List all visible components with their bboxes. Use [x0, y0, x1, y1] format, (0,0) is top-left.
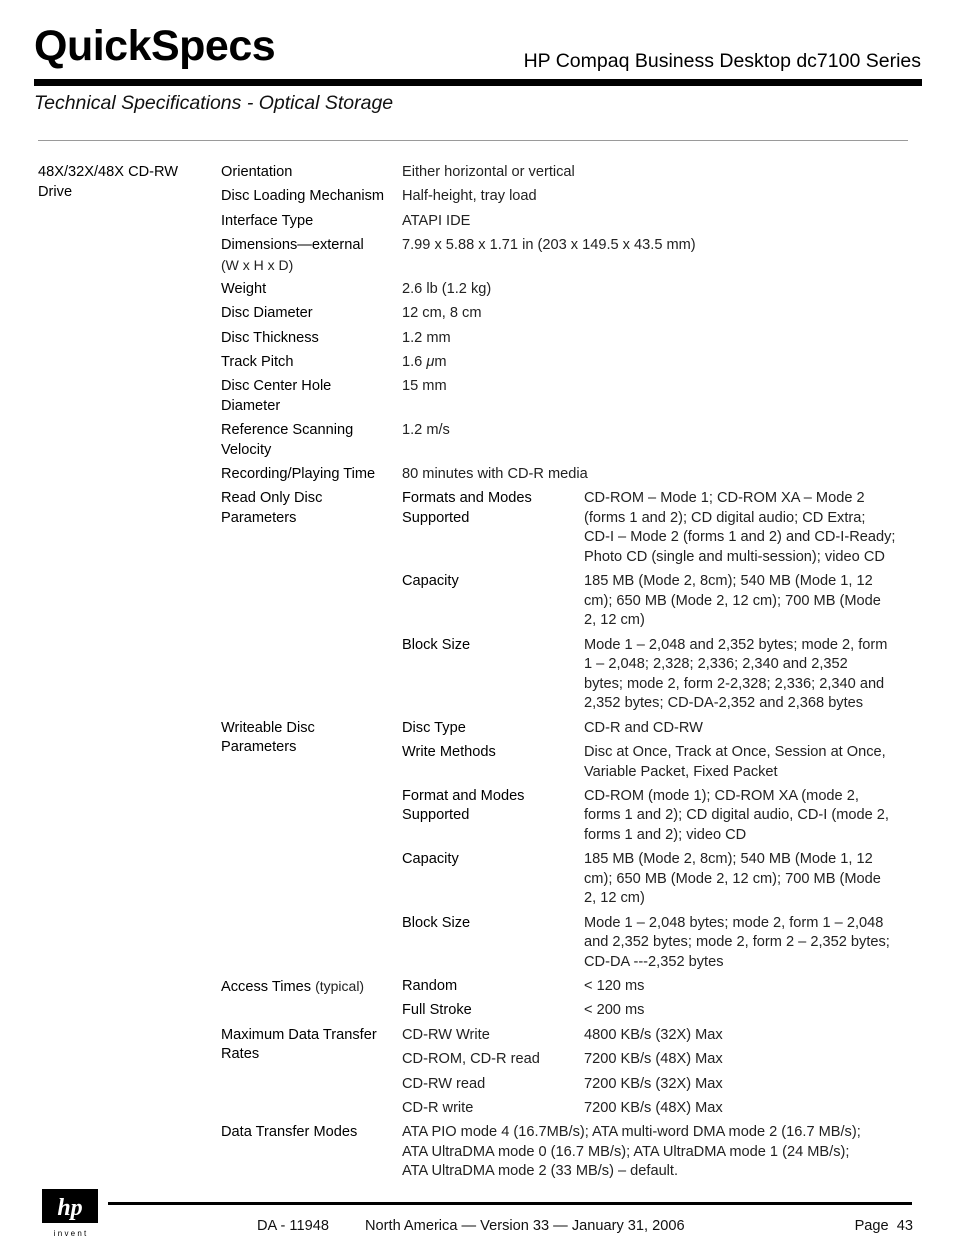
ro-formats-line: Photo CD (single and multi-session); video CD [584, 549, 885, 565]
ro-formats-line: (forms 1 and 2); CD digital audio; CD Extra; [584, 510, 866, 526]
hp-logo [40, 1188, 100, 1236]
drive-title-line2: Drive [38, 184, 73, 200]
footer-rule [108, 1202, 912, 1205]
diameter-value: 12 cm, 8 cm [402, 305, 482, 321]
hp-logo-text: hp [57, 1195, 83, 1221]
w-formats-line: forms 1 and 2); video CD [584, 827, 747, 843]
page-label: Page [854, 1218, 889, 1234]
page-num: 43 [896, 1218, 913, 1234]
ro-block-label: Block Size [402, 637, 471, 653]
recording-label: Recording/Playing Time [221, 466, 376, 482]
access-full-label: Full Stroke [402, 1002, 472, 1018]
ro-block-line: 2,352 bytes; CD-DA-2,352 and 2,368 bytes [584, 695, 864, 711]
rate-mode: CD-R write [402, 1100, 474, 1116]
rates-label-line2: Rates [221, 1046, 260, 1062]
read-only-label-line1: Read Only Disc [221, 490, 323, 506]
hp-logo-tagline: i n v e n t [53, 1229, 87, 1238]
access-random-value: < 120 ms [584, 978, 645, 994]
transfer-modes-line: ATA UltraDMA mode 0 (16.7 MB/s); ATA UltraDMA mode 1 (24 MB/s); [402, 1144, 850, 1160]
center-hole-label-line1: Disc Center Hole [221, 378, 332, 394]
product-title: HP Compaq Business Desktop dc7100 Series [523, 50, 921, 72]
w-disc-type-value: CD-R and CD-RW [584, 720, 703, 736]
center-hole-value: 15 mm [402, 378, 447, 394]
center-hole-label-line2: Diameter [221, 398, 281, 414]
diameter-label: Disc Diameter [221, 305, 313, 321]
dimensions-label-ext: external [311, 237, 364, 253]
access-label-main: Access Times [221, 979, 312, 995]
edition: North America — Version 33 — January 31, 2006 [365, 1218, 685, 1234]
w-formats-line: forms 1 and 2); CD digital audio, CD-I (mode 2, [584, 807, 889, 823]
pitch-unit-m: m [434, 354, 447, 370]
transfer-modes-label: Data Transfer Modes [221, 1124, 358, 1140]
access-label-note: (typical) [315, 978, 365, 994]
drive-title-line1: 48X/32X/48X CD-RW [38, 164, 179, 180]
w-block-label: Block Size [402, 915, 471, 931]
rate-value: 7200 KB/s (48X) Max [584, 1051, 723, 1067]
thickness-label: Disc Thickness [221, 330, 319, 346]
scanning-label-line2: Velocity [221, 442, 272, 458]
dimensions-label-main: Dimensions [221, 237, 298, 253]
rates-label-line1: Maximum Data Transfer [221, 1027, 377, 1043]
dimensions-value: 7.99 x 5.88 x 1.71 in (203 x 149.5 x 43.5 mm) [402, 237, 696, 253]
ro-capacity-label: Capacity [402, 573, 459, 589]
pitch-unit-mu: μ [426, 354, 435, 370]
loading-label: Disc Loading Mechanism [221, 188, 385, 204]
w-formats-label-line1: Format and Modes [402, 788, 525, 804]
transfer-modes-line: ATA PIO mode 4 (16.7MB/s); ATA multi-word DMA mode 2 (16.7 MB/s); [402, 1124, 861, 1140]
rate-value: 4800 KB/s (32X) Max [584, 1027, 723, 1043]
page-number [855, 1218, 913, 1234]
interface-value: ATAPI IDE [402, 213, 471, 229]
w-capacity-line: cm); 650 MB (Mode 2, 12 cm); 700 MB (Mode [584, 871, 881, 887]
writeable-label-line1: Writeable Disc [221, 720, 315, 736]
ro-block-line: 1 – 2,048; 2,328; 2,336; 2,340 and 2,352 [584, 656, 848, 672]
w-methods-line: Variable Packet, Fixed Packet [584, 764, 778, 780]
weight-value: 2.6 lb (1.2 kg) [402, 281, 492, 297]
ro-block-line: Mode 1 – 2,048 and 2,352 bytes; mode 2, form [584, 637, 888, 653]
orientation-label: Orientation [221, 164, 293, 180]
ro-formats-label-line2: Supported [402, 510, 470, 526]
rate-value: 7200 KB/s (32X) Max [584, 1076, 723, 1092]
w-formats-label-line2: Supported [402, 807, 470, 823]
hp-logo-icon [40, 1188, 102, 1238]
w-block-line: CD-DA ---2,352 bytes [584, 954, 724, 970]
w-disc-type-label: Disc Type [402, 720, 466, 736]
section-subtitle: Technical Specifications - Optical Storage [34, 92, 394, 114]
access-label [221, 977, 364, 998]
transfer-modes-line: ATA UltraDMA mode 2 (33 MB/s) – default. [402, 1163, 679, 1179]
brand-title: QuickSpecs [34, 22, 276, 70]
w-block-line: and 2,352 bytes; mode 2, form 2 – 2,352 bytes; [584, 934, 890, 950]
recording-value: 80 minutes with CD-R media [402, 466, 588, 482]
ro-capacity-line: 2, 12 cm) [584, 612, 645, 628]
loading-value: Half-height, tray load [402, 188, 537, 204]
pitch-value [402, 353, 447, 373]
thickness-value: 1.2 mm [402, 330, 451, 346]
rate-mode: CD-ROM, CD-R read [402, 1051, 540, 1067]
w-block-line: Mode 1 – 2,048 bytes; mode 2, form 1 – 2,048 [584, 915, 884, 931]
access-random-label: Random [402, 978, 458, 994]
scanning-value: 1.2 m/s [402, 422, 450, 438]
dimensions-label-dash: — [297, 237, 312, 253]
pitch-label: Track Pitch [221, 354, 294, 370]
dimensions-label [221, 236, 364, 256]
dimensions-sublabel: (W x H x D) [221, 257, 294, 273]
rate-mode: CD-RW Write [402, 1027, 490, 1043]
rate-mode: CD-RW read [402, 1076, 486, 1092]
ro-formats-line: CD-ROM – Mode 1; CD-ROM XA – Mode 2 [584, 490, 865, 506]
w-capacity-line: 185 MB (Mode 2, 8cm); 540 MB (Mode 1, 12 [584, 851, 873, 867]
w-methods-label: Write Methods [402, 744, 496, 760]
doc-id: DA - 11948 [257, 1218, 329, 1234]
ro-capacity-line: cm); 650 MB (Mode 2, 12 cm); 700 MB (Mode [584, 593, 881, 609]
w-methods-line: Disc at Once, Track at Once, Session at Once, [584, 744, 886, 760]
ro-formats-label-line1: Formats and Modes [402, 490, 532, 506]
interface-label: Interface Type [221, 213, 314, 229]
read-only-label-line2: Parameters [221, 510, 297, 526]
ro-capacity-line: 185 MB (Mode 2, 8cm); 540 MB (Mode 1, 12 [584, 573, 873, 589]
pitch-number: 1.6 [402, 354, 427, 370]
weight-label: Weight [221, 281, 267, 297]
scanning-label-line1: Reference Scanning [221, 422, 354, 438]
writeable-label-line2: Parameters [221, 739, 297, 755]
w-capacity-label: Capacity [402, 851, 459, 867]
w-formats-line: CD-ROM (mode 1); CD-ROM XA (mode 2, [584, 788, 859, 804]
w-capacity-line: 2, 12 cm) [584, 890, 645, 906]
rate-value: 7200 KB/s (48X) Max [584, 1100, 723, 1116]
orientation-value: Either horizontal or vertical [402, 164, 575, 180]
ro-formats-line: CD-I – Mode 2 (forms 1 and 2) and CD-I-Ready; [584, 529, 896, 545]
access-full-value: < 200 ms [584, 1002, 645, 1018]
ro-block-line: bytes; mode 2, form 2-2,328; 2,336; 2,340 and [584, 676, 885, 692]
